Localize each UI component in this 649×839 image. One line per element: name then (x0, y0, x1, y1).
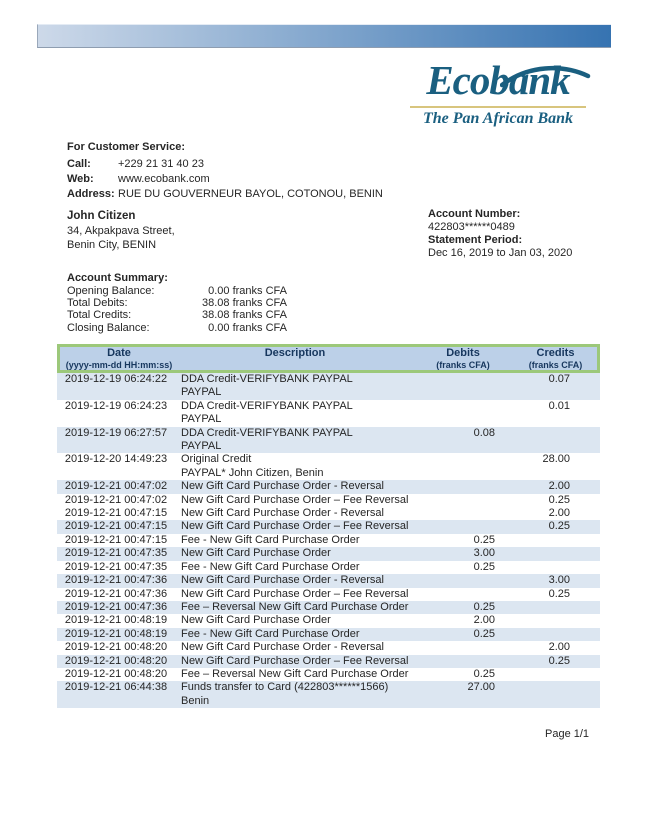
transaction-description: DDA Credit-VERIFYBANK PAYPAL PAYPAL (181, 399, 353, 426)
transaction-date: 2019-12-21 00:47:36 (64, 600, 168, 613)
transaction-description: New Gift Card Purchase Order - Reversal (181, 574, 384, 587)
transactions-table-body (57, 373, 600, 708)
transaction-description: Fee – Reversal New Gift Card Purchase Order (181, 667, 409, 680)
column-header-date: Date (yyyy-mm-dd HH:mm:ss) (65, 347, 173, 370)
transaction-description: Funds transfer to Card (422803******1566) Benin (181, 681, 389, 707)
customer-service-block (67, 141, 383, 202)
transaction-debit: 3.00 (473, 547, 495, 560)
transaction-row (57, 480, 600, 493)
cs-label: Web: (67, 173, 94, 185)
transaction-row (57, 561, 600, 574)
transaction-row (57, 547, 600, 560)
gold-rule (410, 106, 586, 108)
transaction-date: 2019-12-21 00:47:36 (64, 574, 168, 587)
summary-row (67, 309, 287, 321)
customer-address-block (67, 209, 175, 253)
transaction-row (57, 628, 600, 641)
transaction-row (57, 655, 600, 668)
summary-value: 38.08 franks CFA (202, 309, 287, 322)
transaction-date: 2019-12-19 06:24:23 (64, 399, 168, 412)
transaction-row (57, 534, 600, 547)
summary-label: Opening Balance: (67, 285, 155, 297)
transaction-description: Fee – Reversal New Gift Card Purchase Order (181, 600, 409, 613)
transaction-date: 2019-12-21 00:48:20 (64, 654, 168, 667)
transaction-row (57, 641, 600, 654)
transaction-date: 2019-12-21 00:48:19 (64, 627, 168, 640)
transaction-description: New Gift Card Purchase Order – Fee Reversal (181, 493, 409, 506)
summary-label: Closing Balance: (67, 321, 150, 334)
transaction-credit: 0.01 (548, 399, 570, 412)
summary-row (67, 297, 287, 309)
statement-period-label: Statement Period: (428, 234, 523, 246)
transaction-row (57, 400, 600, 427)
transaction-credit: 0.25 (548, 654, 570, 667)
transaction-date: 2019-12-21 00:47:15 (64, 520, 168, 533)
transaction-debit: 2.00 (473, 614, 495, 627)
account-number-label: Account Number: (428, 208, 521, 220)
customer-service-row (67, 187, 383, 202)
transaction-row (57, 427, 600, 454)
cs-label: Address: (67, 188, 115, 200)
customer-service-heading: For Customer Service: (67, 141, 185, 153)
transaction-debit: 27.00 (467, 681, 495, 694)
transaction-credit: 3.00 (548, 574, 570, 587)
transaction-description: Fee - New Gift Card Purchase Order (181, 533, 360, 546)
transaction-description: New Gift Card Purchase Order – Fee Reversal (181, 654, 409, 667)
account-summary-block (67, 271, 287, 334)
customer-address-line2: Benin City, BENIN (67, 239, 157, 251)
statement-period-value: Dec 16, 2019 to Jan 03, 2020 (428, 247, 573, 259)
account-number-value: 422803******0489 (428, 221, 515, 233)
transaction-date: 2019-12-21 06:44:38 (64, 681, 168, 694)
transaction-credit: 0.25 (548, 587, 570, 600)
summary-row (67, 322, 287, 334)
page-number: Page 1/1 (545, 728, 590, 740)
transaction-date: 2019-12-21 00:47:15 (64, 533, 168, 546)
transaction-debit: 0.25 (473, 533, 495, 546)
brand-name: Ecobank (426, 57, 570, 103)
transaction-date: 2019-12-21 00:47:35 (64, 560, 168, 573)
transaction-date: 2019-12-20 14:49:23 (64, 453, 168, 466)
transaction-date: 2019-12-21 00:48:20 (64, 641, 168, 654)
summary-value: 38.08 franks CFA (202, 297, 287, 310)
column-header-debits: Debits (franks CFA) (436, 347, 490, 370)
transaction-description: New Gift Card Purchase Order - Reversal (181, 641, 384, 654)
transaction-row (57, 614, 600, 627)
transaction-debit: 0.25 (473, 600, 495, 613)
transaction-date: 2019-12-21 00:47:02 (64, 480, 168, 493)
transaction-row (57, 507, 600, 520)
transaction-date: 2019-12-19 06:24:22 (64, 373, 168, 385)
customer-address-line1: 34, Akpakpava Street, (67, 224, 175, 237)
transaction-date: 2019-12-21 00:47:02 (64, 493, 168, 506)
transaction-date: 2019-12-21 00:47:36 (64, 587, 168, 600)
cs-value: RUE DU GOUVERNEUR BAYOL, COTONOU, BENIN (118, 188, 383, 200)
transaction-credit: 0.25 (548, 493, 570, 506)
customer-service-rows (67, 157, 383, 202)
transaction-description: Original Credit PAYPAL* John Citizen, Benin (181, 453, 324, 479)
brand-tagline: The Pan African Bank (422, 110, 574, 127)
transaction-date: 2019-12-21 00:47:35 (64, 547, 168, 560)
top-gradient-bar (37, 24, 611, 48)
transaction-credit: 28.00 (542, 453, 570, 466)
transaction-description: DDA Credit-VERIFYBANK PAYPAL PAYPAL (181, 373, 353, 399)
transaction-debit: 0.25 (473, 560, 495, 573)
column-header-credits: Credits (franks CFA) (528, 347, 583, 370)
transaction-credit: 2.00 (548, 507, 570, 520)
transaction-description: Fee - New Gift Card Purchase Order (181, 627, 360, 640)
summary-value: 0.00 franks CFA (208, 285, 287, 297)
transaction-description: Fee - New Gift Card Purchase Order (181, 560, 360, 573)
account-summary-heading: Account Summary: (67, 272, 168, 284)
summary-label: Total Debits: (67, 297, 128, 310)
transaction-row (57, 494, 600, 507)
transaction-row (57, 373, 600, 400)
account-info-block (428, 208, 572, 260)
ecobank-logo (408, 58, 588, 128)
transaction-credit: 0.25 (548, 520, 570, 533)
transaction-row (57, 520, 600, 533)
transaction-description: New Gift Card Purchase Order (181, 614, 331, 627)
transaction-row (57, 574, 600, 587)
transactions-table (57, 344, 600, 708)
transaction-row (57, 601, 600, 614)
summary-label: Total Credits: (67, 309, 132, 322)
transactions-table-header (57, 344, 600, 373)
transaction-date: 2019-12-21 00:47:15 (64, 507, 168, 520)
column-header-description: Description (264, 347, 326, 359)
account-summary-rows (67, 285, 287, 334)
transaction-description: DDA Credit-VERIFYBANK PAYPAL PAYPAL (181, 426, 353, 453)
summary-row (67, 285, 287, 297)
transaction-row (57, 668, 600, 681)
transaction-row (57, 681, 600, 708)
transaction-row (57, 453, 600, 480)
transaction-date: 2019-12-19 06:27:57 (64, 426, 168, 439)
summary-value: 0.00 franks CFA (208, 321, 287, 334)
transaction-credit: 2.00 (548, 480, 570, 493)
customer-service-row (67, 157, 383, 172)
transaction-description: New Gift Card Purchase Order – Fee Reversal (181, 587, 409, 600)
transaction-description: New Gift Card Purchase Order - Reversal (181, 507, 384, 520)
transaction-debit: 0.08 (473, 426, 495, 439)
transaction-date: 2019-12-21 00:48:20 (64, 667, 168, 680)
transaction-credit: 0.07 (548, 373, 570, 385)
transaction-debit: 0.25 (473, 667, 495, 680)
cs-value: +229 21 31 40 23 (118, 158, 204, 170)
transaction-debit: 0.25 (473, 627, 495, 640)
transaction-credit: 2.00 (548, 641, 570, 654)
transaction-date: 2019-12-21 00:48:19 (64, 614, 168, 627)
transaction-description: New Gift Card Purchase Order (181, 547, 331, 560)
transaction-description: New Gift Card Purchase Order - Reversal (181, 480, 384, 493)
customer-service-row (67, 172, 383, 187)
transaction-description: New Gift Card Purchase Order – Fee Reversal (181, 520, 409, 533)
cs-label: Call: (67, 158, 91, 170)
customer-name: John Citizen (67, 210, 136, 222)
cs-value: www.ecobank.com (118, 173, 210, 185)
transaction-row (57, 588, 600, 601)
